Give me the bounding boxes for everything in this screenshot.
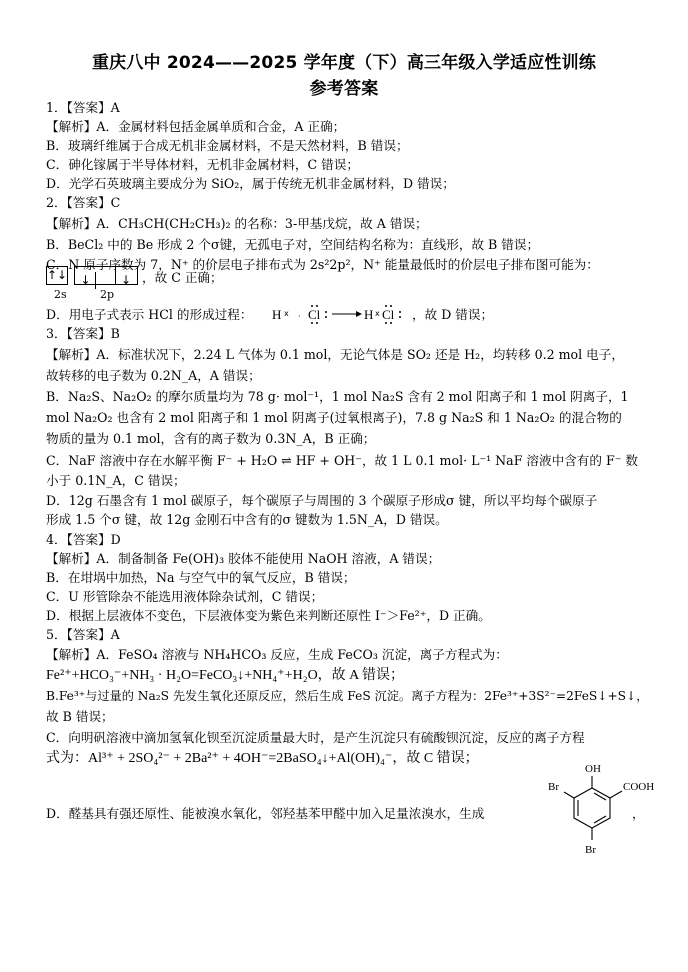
q5-explain-b2: 故 B 错误； [46, 709, 114, 724]
orbital-diagram [46, 266, 146, 288]
q2-explain-c: C．N 原子序数为 7，N⁺ 的价层电子排布式为 2s²2p²，N⁺ 能量最低时的价层电子排布图可能为： [46, 257, 599, 272]
orbital-2p-cell [96, 267, 116, 284]
q5-explain-d-end: ， [632, 806, 645, 821]
q5-explain-a2: Fe²⁺+HCO₃⁻+NH₃ · H₂O=FeCO₃↓+NH₄⁺+H₂O，故 A 错误； [46, 668, 405, 683]
struct-oh-label: OH [585, 763, 601, 775]
hcl-lewis-formation [270, 303, 410, 325]
q3-explain-a2: 故转移的电子数为 0.2N_A，A 错误； [46, 368, 261, 383]
q2-explain-d-end: ，故 D 错误； [412, 307, 494, 322]
svg-text:·: · [298, 312, 301, 321]
lewis-h-left: H [272, 307, 282, 322]
orbital-2p-label: 2p [100, 288, 115, 301]
q5-explain-c: C．向明矾溶液中滴加氢氧化钡至沉淀质量最大时，是产生沉淀只有硫酸钡沉淀，反应的离子方程 [46, 730, 585, 745]
orbital-2p-cell: ↓ [76, 272, 96, 289]
q2-answer: 2．【答案】C [46, 195, 121, 210]
orbital-2s-label: 2s [54, 288, 67, 301]
lewis-cl-left: Cl [308, 307, 321, 322]
page-subtitle: 参考答案 [309, 79, 379, 99]
q3-explain-b: B．Na₂S、Na₂O₂ 的摩尔质量均为 78 g· mol⁻¹，1 mol Na₂S 含有 2 mol 阳离子和 1 mol 阴离子，1 [46, 389, 629, 404]
lewis-cl-right: Cl [382, 307, 395, 322]
q4-explain-b: B．在坩埚中加热，Na 与空气中的氧气反应，B 错误； [46, 570, 356, 585]
page-title: 重庆八中 2024——2025 学年度（下）高三年级入学适应性训练 [91, 53, 597, 73]
q1-explain-d: D．光学石英玻璃主要成分为 SiO₂，属于传统无机非金属材料，D 错误； [46, 176, 455, 191]
q5-explain-d: D．醛基具有强还原性、能被溴水氧化，邻羟基苯甲醛中加入足量浓溴水，生成 [46, 806, 485, 821]
q2-explain-b: B．BeCl₂ 中的 Be 形成 2 个σ键，无孤电子对，空间结构名称为：直线形，故 B 错误； [46, 237, 540, 252]
q1-explain-c: C．砷化镓属于半导体材料，无机非金属材料，C 错误； [46, 157, 359, 172]
q4-explain-c: C．U 形管除杂不能选用液体除杂试剂，C 错误； [46, 589, 324, 604]
q3-explain-d2: 形成 1.5 个σ 键，故 12g 金刚石中含有的σ 键数为 1.5N_A，D 错误。 [46, 512, 448, 527]
q5-explain-c2: 式为：Al³⁺ + 2SO₄²⁻ + 2Ba²⁺ + 4OH⁻=2BaSO₄↓+Al(OH)₄⁻，故 C 错误； [46, 751, 479, 766]
svg-text:x: x [375, 309, 380, 318]
lewis-h-right: H [364, 307, 374, 322]
q4-explain-d: D．根据上层液体不变色，下层液体变为紫色来判断还原性 I⁻＞Fe²⁺，D 正确。 [46, 608, 491, 623]
q1-answer: 1．【答案】A [46, 100, 120, 115]
q5-explain-a: 【解析】A．FeSO₄ 溶液与 NH₄HCO₃ 反应，生成 FeCO₃ 沉淀，离子方程式为： [46, 647, 508, 662]
q4-explain-a: 【解析】A．制备制备 Fe(OH)₃ 胶体不能使用 NaOH 溶液，A 错误； [46, 551, 441, 566]
struct-br-top-label: Br [548, 781, 559, 793]
q2-explain-d: D．用电子式表示 HCl 的形成过程： [46, 307, 253, 322]
q1-explain-b: B．玻璃纤维属于合成无机非金属材料，不是天然材料，B 错误； [46, 138, 409, 153]
q3-explain-c: C．NaF 溶液中存在水解平衡 F⁻ + H₂O ⇌ HF + OH⁻，故 1 L 0.1 mol· L⁻¹ NaF 溶液中含有的 F⁻ 数 [46, 453, 638, 468]
q2-explain-a: 【解析】A．CH₃CH(CH₂CH₃)₂ 的名称：3-甲基戊烷，故 A 错误； [46, 216, 428, 231]
q3-explain-d: D．12g 石墨含有 1 mol 碳原子，每个碳原子与周围的 3 个碳原子形成σ 键，所以平均每个碳原子 [46, 493, 598, 508]
q3-explain-b3: 物质的量为 0.1 mol，含有的离子数为 0.3N_A，B 正确； [46, 431, 376, 446]
q3-explain-b2: mol Na₂O₂ 也含有 2 mol 阳离子和 1 mol 阴离子(过氧根离子)，7.8 g Na₂S 和 1 Na₂O₂ 的混合物的 [46, 410, 622, 425]
orbital-2s-box: ↑↓ [46, 266, 68, 285]
svg-text:x: x [284, 309, 289, 318]
orbital-2p-boxes [74, 266, 138, 285]
q3-explain-c2: 小于 0.1N_A，C 错误； [46, 473, 186, 488]
q4-answer: 4．【答案】D [46, 532, 121, 547]
orbital-2p-cell: ↓ [120, 273, 132, 287]
q1-explain-a: 【解析】A．金属材料包括金属单质和合金，A 正确； [46, 119, 346, 134]
tribromo-salicylic-structure [530, 760, 675, 855]
struct-cooh-label: COOH [623, 781, 655, 793]
q3-answer: 3．【答案】B [46, 326, 120, 341]
q5-answer: 5．【答案】A [46, 627, 120, 642]
struct-br-bottom-label: Br [585, 844, 596, 855]
q3-explain-a: 【解析】A．标准状况下，2.24 L 气体为 0.1 mol，无论气体是 SO₂ 还是 H₂，均转移 0.2 mol 电子， [46, 347, 624, 362]
q2-explain-c-end: ，故 C 正确； [142, 270, 223, 285]
q5-explain-b: B.Fe³⁺与过量的 Na₂S 先发生氧化还原反应，然后生成 FeS 沉淀。离子方程为：2Fe³⁺+3S²⁻=2FeS↓+S↓， [46, 689, 649, 703]
